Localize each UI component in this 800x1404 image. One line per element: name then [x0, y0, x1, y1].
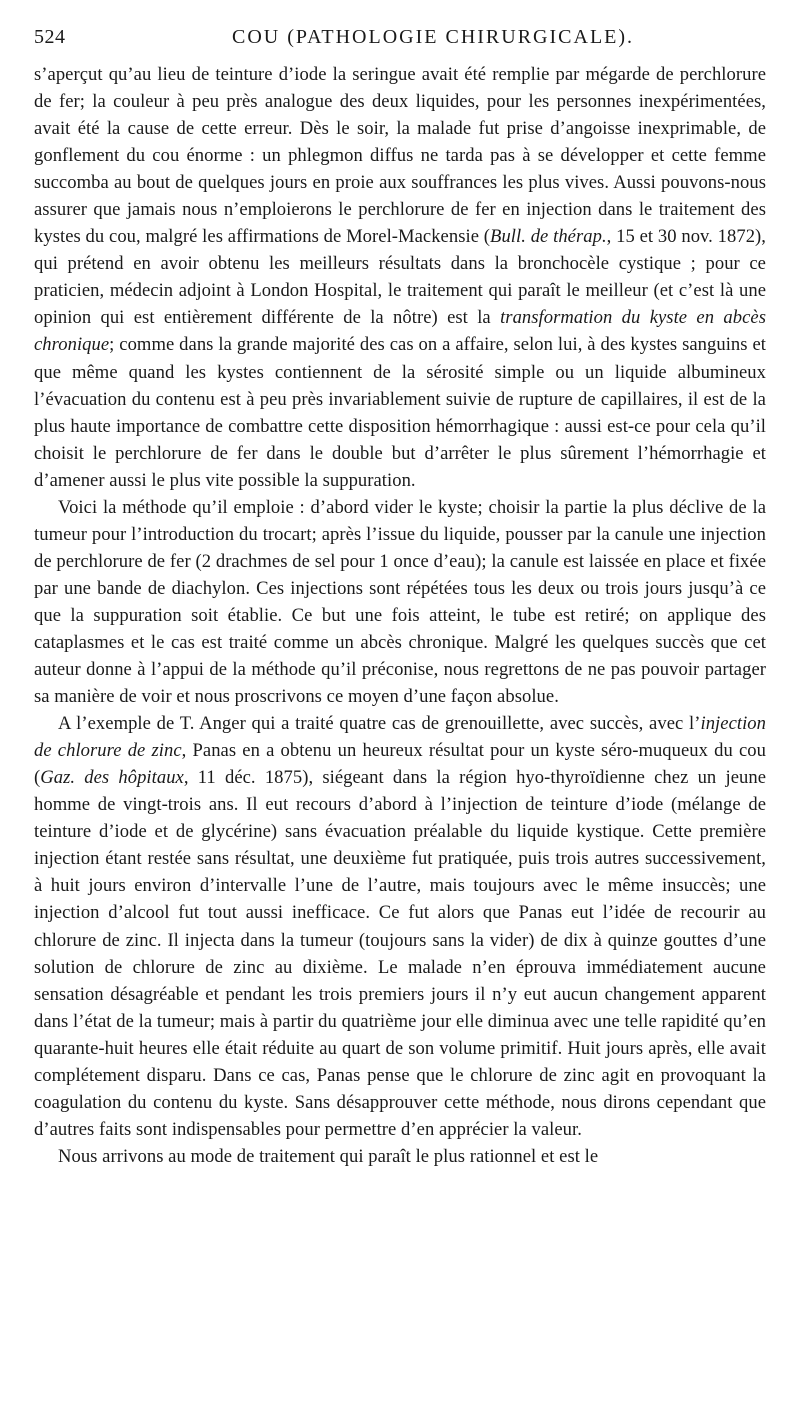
paragraph-1	[34, 61, 766, 494]
emphasis-italic: transformation du kyste en abcès chronique	[34, 307, 766, 356]
text-segment: , 15 et 30 nov. 1872), qui prétend en avoir obtenu les meilleurs résultats dans la bronchocèle cystique ; pour ce praticien, médecin adjoint à London Hospital, le traitement qui paraît le meilleur (et c’est là une opinion qui est entièrement différente de la nôtre) est la	[34, 226, 766, 329]
paragraph-2	[34, 494, 766, 710]
citation-italic: Gaz. des hôpitaux	[40, 767, 184, 789]
text-segment: ; comme dans la grande majorité des cas on a affaire, selon lui, à des kystes sanguins et que même quand les kystes contiennent de la sérosité simple ou un liquide albumineux l’évacuation du contenu est à peu près invariablement suivie de rupture de capillaires, il est de la plus haute importance de combattre cette disposition hémorrhagique : aussi est-ce pour cela qu’il choisit le perchlorure de fer dans le double but d’arrêter le plus sûrement l’hémorrhagie et d’amener aussi le plus vite possible la suppuration.	[34, 334, 766, 491]
paragraph-4	[34, 1143, 766, 1170]
text-segment: Voici la méthode qu’il emploie : d’abord vider le kyste; choisir la partie la plus déclive de la tumeur pour l’introduction du trocart; après l’issue du liquide, pousser par la canule une injection de perchlorure de fer (2 drachmes de sel pour 1 once d’eau); la canule est laissée en place et fixée par une bande de diachylon. Ces injections sont répétées tous les deux ou trois jours jusqu’à ce que la suppuration soit établie. Ce but une fois atteint, le tube est retiré; on applique des cataplasmes et le cas est traité comme un abcès chronique. Malgré les quelques succès que cet auteur donne à l’appui de la méthode qu’il préconise, nous regrettons de ne pas pouvoir partager sa manière de voir et nous proscrivons ce moyen d’une façon absolue.	[34, 496, 766, 708]
citation-italic: Bull. de thérap.	[490, 226, 607, 248]
text-segment: A l’exemple de T. Anger qui a traité quatre cas de grenouillette, avec succès, avec l’	[58, 713, 701, 735]
page-number: 524	[34, 26, 66, 48]
text-segment: , Panas en a obtenu un heureux résultat pour un kyste séro-muqueux du cou (	[34, 740, 766, 789]
running-head-title: COU (PATHOLOGIE CHIRURGICALE).	[232, 26, 635, 48]
emphasis-italic: injection de chlorure de zinc	[34, 713, 766, 762]
body-text	[34, 61, 766, 1170]
text-segment: , 11 déc. 1875), siégeant dans la région hyo-thyroïdienne chez un jeune homme de vingt-trois ans. Il eut recours d’abord à l’injection de teinture d’iode (mélange de teinture d’iode et de glycérine) sans évacuation préalable du liquide kystique. Cette première injection étant restée sans résultat, une deuxième fut pratiquée, puis trois autres successivement, à huit jours environ d’intervalle l’une de l’autre, mais toujours avec le même insuccès; une injection d’alcool fut tout aussi inefficace. Ce fut alors que Panas eut l’idée de recourir au chlorure de zinc. Il injecta dans la tumeur (toujours sans la vider) de dix à quinze gouttes d’une solution de chlorure de zinc au dixième. Le malade n’en éprouva immédiatement aucune sensation désagréable et pendant les trois premiers jours il n’y eut aucun changement apparent dans l’état de la tumeur; mais à partir du quatrième jour elle diminua avec une telle rapidité qu’en quarante-huit heures elle était réduite au quart de son volume primitif. Huit jours après, elle avait complétement disparu. Dans ce cas, Panas pense que le chlorure de zinc agit en provoquant la coagulation du contenu du kyste. Sans désapprouver cette méthode, nous dirons cependant que d’autres faits sont indispensables pour permettre d’en apprécier la valeur.	[34, 767, 766, 1140]
text-segment: s’aperçut qu’au lieu de teinture d’iode la seringue avait été remplie par mégarde de perchlorure de fer; la couleur à peu près analogue des deux liquides, pour les personnes inexpérimentées, avait été la cause de cette erreur. Dès le soir, la malade fut prise d’angoisse inexprimable, de gonflement du cou énorme : un phlegmon diffus ne tarda pas à se développer et cette femme succomba au bout de quelques jours en proie aux souffrances les plus vives. Aussi pouvons-nous assurer que jamais nous n’emploierons le perchlorure de fer en injection dans le traitement des kystes du cou, malgré les affirmations de Morel-Mackensie (	[34, 64, 766, 248]
text-segment: Nous arrivons au mode de traitement qui paraît le plus rationnel et est le	[58, 1145, 599, 1167]
running-head	[34, 26, 766, 56]
book-page	[34, 26, 766, 1170]
paragraph-3	[34, 710, 766, 1143]
